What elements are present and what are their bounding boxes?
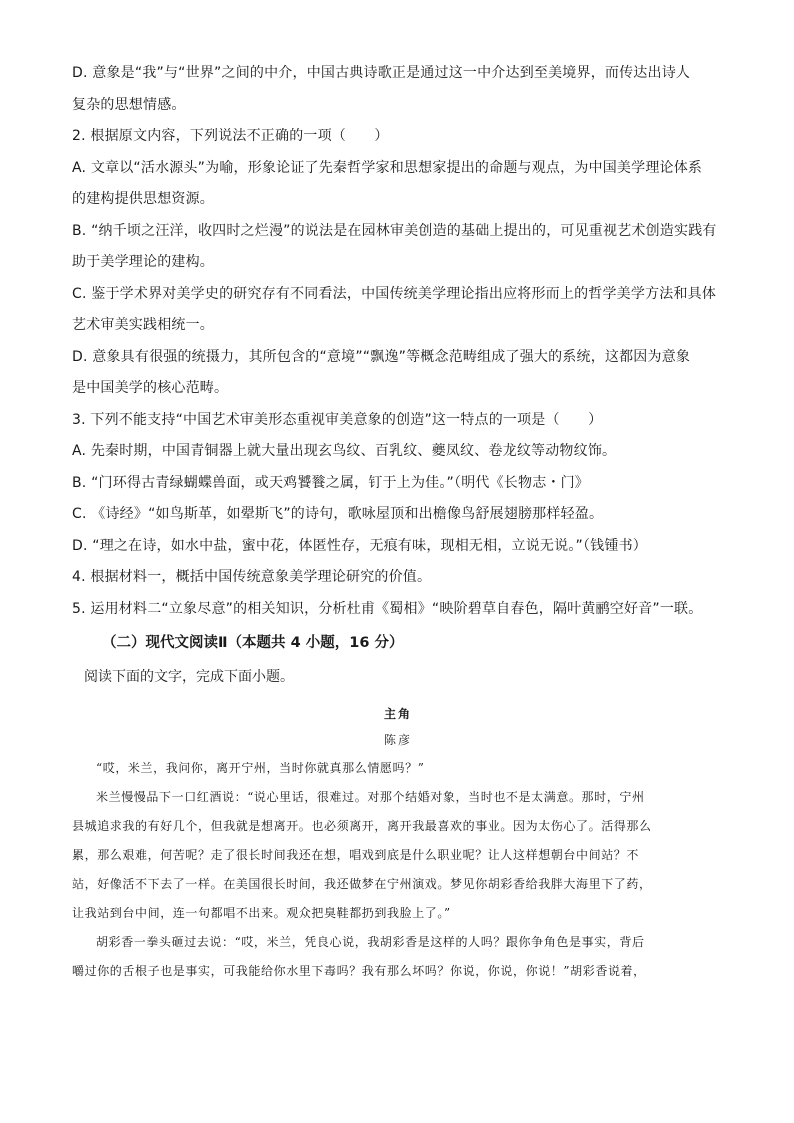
- question-line: D. 意象具有很强的统摄力，其所包含的“意境”“飘逸”等概念范畴组成了强大的系统，这都因为意象: [72, 348, 691, 365]
- question-line: 艺术审美实践相统一。: [72, 317, 214, 333]
- section-heading: （二）现代文阅读Ⅱ（本题共 4 小题，16 分）: [102, 635, 404, 651]
- question-line: C. 鉴于学术界对美学史的研究存有不同看法，中国传统美学理论指出应将形而上的哲学美学方法和具体: [72, 285, 717, 302]
- story-author: 陈彦: [383, 733, 412, 747]
- document-page: [72, 58, 724, 986]
- story-line: 累，那么艰难，何苦呢？走了很长时间我还在想，唱戏到底是什么职业呢？让人这样想朝台中间站？不: [72, 848, 640, 862]
- story-body: [72, 754, 724, 986]
- story-line: 嚼过你的舌根子也是事实，可我能给你水里下毒吗？我有那么坏吗？你说，你说，你说！”胡彩香说着，: [72, 964, 646, 978]
- question-block: [72, 58, 724, 625]
- question-line: 是中国美学的核心范畴。: [72, 380, 229, 396]
- question-line: 的建构提供思想资源。: [72, 191, 214, 207]
- question-line: D. 意象是“我”与“世界”之间的中介，中国古典诗歌正是通过这一中介达到至美境界，而传达出诗人: [72, 65, 691, 81]
- question-line: A. 文章以“活水源头”为喻，形象论证了先秦哲学家和思想家提出的命题与观点，为中国美学理论体系: [72, 159, 703, 176]
- question-line: 复杂的思想情感。: [72, 96, 186, 113]
- story-line: “哎，米兰，我问你，离开宁州，当时你就真那么情愿吗？”: [96, 761, 425, 775]
- reading-intro: 阅读下面的文字，完成下面小题。: [84, 669, 294, 685]
- question-line: C. 《诗经》“如鸟斯革，如翚斯飞”的诗句，歌咏屋顶和出檐像鸟舒展翅膀那样轻盈。: [72, 506, 604, 522]
- question-line: 5. 运用材料二“立象尽意”的相关知识，分析杜甫《蜀相》“映阶碧草自春色，隔叶黄鹂空好音”一联。: [72, 600, 703, 617]
- question-line: A. 先秦时期，中国青铜器上就大量出现玄鸟纹、百乳纹、夔凤纹、卷龙纹等动物纹饰。: [72, 443, 617, 459]
- story-line: 县城追求我的有好几个，但我就是想离开。也必须离开，离开我最喜欢的事业。因为太伤心了。活得那么: [72, 819, 652, 833]
- story-line: 让我站到台中间，连一句都唱不出来。观众把臭鞋都扔到我脸上了。”: [72, 906, 451, 920]
- question-line: B. “门环得古青绿蝴蝶兽面，或天鸡饕餮之属，钉于上为佳。”（明代《长物志・门》: [72, 474, 590, 491]
- story-title: 主角: [383, 707, 412, 721]
- question-line: 助于美学理论的建构。: [72, 254, 214, 270]
- question-line: 2. 根据原文内容，下列说法不正确的一项（ ）: [72, 128, 389, 144]
- question-line: B. “纳千顷之汪洋，收四时之烂漫”的说法是在园林审美创造的基础上提出的，可见重视艺术创造实践有: [72, 222, 717, 239]
- story-line: 站，好像活不下去了一样。在美国很长时间，我还做梦在宁州演戏。梦见你胡彩香给我胖大海里下了药，: [72, 877, 652, 891]
- question-line: D. “理之在诗，如水中盐，蜜中花，体匿性存，无痕有味，现相无相，立说无说。”（钱锺书）: [72, 537, 647, 554]
- question-line: 3. 下列不能支持“中国艺术审美形态重视审美意象的创造”这一特点的一项是（ ）: [72, 411, 603, 428]
- story-line: 米兰慢慢品下一口红酒说：“说心里话，很难过。对那个结婚对象，当时也不是太满意。那时，宁州: [96, 790, 645, 804]
- question-line: 4. 根据材料一，概括中国传统意象美学理论研究的价值。: [72, 569, 432, 585]
- story-line: 胡彩香一拳头砸过去说：“哎，米兰，凭良心说，我胡彩香是这样的人吗？跟你争角色是事实，背后: [96, 935, 645, 949]
